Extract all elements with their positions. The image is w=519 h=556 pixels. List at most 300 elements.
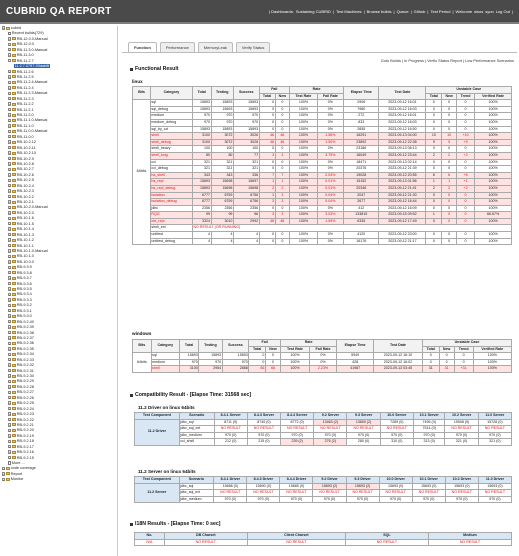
result-cell[interactable]: 15728 (0) <box>478 419 511 426</box>
category-cell[interactable]: isolation <box>150 192 192 199</box>
result-cell[interactable]: NO RESULT <box>214 426 247 433</box>
expand-icon[interactable]: + <box>9 450 11 455</box>
result-cell[interactable]: 970 (0) <box>247 496 280 503</box>
scenario-cell[interactable]: jdbc_sql_ext <box>179 426 214 433</box>
expand-icon[interactable]: + <box>9 396 11 401</box>
value-cell: 970 <box>211 119 233 126</box>
value-cell: 2023-09-12 16:10 <box>374 353 423 360</box>
expand-icon[interactable]: + <box>9 423 11 428</box>
value-cell: 100% <box>281 359 310 366</box>
result-cell[interactable]: 276 (2) <box>314 439 347 446</box>
expand-icon[interactable]: + <box>9 189 11 194</box>
sidebar-item-label: More ... <box>11 461 25 465</box>
result-cell[interactable]: 970 (0) <box>247 432 280 439</box>
value-cell: 970 <box>199 359 222 366</box>
result-cell[interactable]: 970 (0) <box>445 432 478 439</box>
table-row <box>135 432 512 439</box>
result-cell[interactable]: 970 (0) <box>445 496 478 503</box>
expand-icon[interactable]: + <box>9 455 11 460</box>
value-cell[interactable]: 23186 <box>344 146 379 153</box>
expand-icon[interactable]: + <box>9 276 11 281</box>
sidebar-item-label: RB-11.2.7 <box>16 58 34 63</box>
result-cell[interactable]: 970 (0) <box>280 496 313 503</box>
folder-icon <box>12 320 16 323</box>
value-cell: 0 <box>426 113 442 120</box>
expand-icon[interactable]: + <box>9 314 11 319</box>
result-cell[interactable]: 970 (0) <box>380 432 413 439</box>
expand-icon[interactable]: + <box>9 227 11 232</box>
top-nav-link[interactable]: Queue <box>396 9 409 14</box>
expand-icon[interactable]: + <box>9 140 11 145</box>
value-cell: 0 <box>259 100 275 107</box>
result-cell[interactable]: NO RESULT <box>247 490 280 497</box>
expand-icon[interactable]: + <box>9 42 11 47</box>
expand-icon[interactable]: + <box>9 222 11 227</box>
category-cell[interactable]: unittest_debug <box>150 238 192 245</box>
expand-icon[interactable]: + <box>9 357 11 362</box>
result-cell[interactable]: 321 (0) <box>445 439 478 446</box>
result-cell[interactable]: NO RESULT <box>347 426 380 433</box>
expand-icon[interactable]: + <box>9 75 11 80</box>
result-cell[interactable]: 8772 (0) <box>281 419 314 426</box>
expand-icon[interactable]: + <box>9 417 11 422</box>
i18n-table <box>134 532 512 546</box>
result-cell[interactable]: NO RESULT <box>445 490 478 497</box>
value-cell: 0 <box>442 166 457 173</box>
sidebar-item-label: RB-11.2.5 <box>16 74 34 79</box>
test-component-cell: 11.2 Driver <box>135 419 180 445</box>
category-cell[interactable]: shell <box>151 366 179 373</box>
value-cell: 80 <box>192 152 211 159</box>
expand-icon[interactable]: + <box>9 434 11 439</box>
value-cell[interactable]: 19028 <box>344 172 379 179</box>
expand-icon[interactable]: + <box>3 466 5 471</box>
result-cell[interactable]: 310 (0) <box>380 439 413 446</box>
result-cell[interactable]: 13800 (2) <box>347 419 380 426</box>
value-cell: 0 <box>454 353 473 360</box>
result-cell[interactable]: 280 (0) <box>347 439 380 446</box>
top-nav-link[interactable]: Log Out <box>495 9 510 14</box>
category-cell[interactable]: shell_heavy <box>150 146 192 153</box>
scenario-cell[interactable]: jdbc_medium <box>179 432 214 439</box>
result-cell[interactable]: 313 (0) <box>413 439 445 446</box>
collapse-icon[interactable]: − <box>9 58 11 63</box>
expand-icon[interactable]: + <box>9 232 11 237</box>
sidebar-item-label: RB-11.1.0 <box>16 123 34 128</box>
value-cell: 0 <box>426 100 442 107</box>
scenario-cell[interactable]: jdbc_sql <box>179 419 214 426</box>
expand-icon[interactable]: + <box>9 96 11 101</box>
top-nav-link[interactable]: Test Machines <box>335 9 362 14</box>
expand-icon[interactable]: + <box>9 216 11 221</box>
value-cell: 100% <box>475 100 512 107</box>
value-cell[interactable]: 2906 <box>344 100 379 107</box>
expand-icon[interactable]: + <box>9 319 11 324</box>
column-header: Medium <box>428 533 511 540</box>
expand-icon[interactable]: + <box>9 37 11 42</box>
folder-icon <box>12 298 16 301</box>
value-cell: 4 <box>211 232 233 239</box>
expand-icon[interactable]: + <box>9 401 11 406</box>
category-cell[interactable]: ha_shell <box>150 172 192 179</box>
expand-icon[interactable]: + <box>9 162 11 167</box>
sidebar-item-label: RB-9.2.31 <box>16 368 34 373</box>
result-cell[interactable]: 15508 (0) <box>445 419 478 426</box>
folder-icon <box>12 336 16 339</box>
expand-icon[interactable]: + <box>9 80 11 85</box>
value-cell[interactable]: 23892 <box>344 139 379 146</box>
result-cell[interactable]: NO RESULT <box>478 426 511 433</box>
column-header: Bits <box>133 340 152 353</box>
sidebar-item-label: RB-10.1.0-Manual <box>16 248 48 253</box>
result-cell[interactable]: 15685 (0) <box>280 483 313 490</box>
section-bullet-icon <box>130 68 133 71</box>
result-cell[interactable]: 970 (0) <box>214 432 247 439</box>
category-cell[interactable]: shell_long <box>150 152 192 159</box>
result-cell[interactable]: 970 (0) <box>281 432 314 439</box>
expand-icon[interactable]: + <box>9 113 11 118</box>
category-cell[interactable]: shell_debug <box>150 139 192 146</box>
result-cell[interactable]: 15693 (2) <box>313 483 346 490</box>
result-cell[interactable]: NO RESULT <box>214 490 247 497</box>
expand-icon[interactable]: + <box>9 352 11 357</box>
value-cell[interactable]: 412 <box>344 205 379 212</box>
value-cell[interactable]: 16049 <box>344 152 379 159</box>
value-cell: 15698 <box>211 179 233 186</box>
sidebar-item-label: RB-10.2.9 <box>16 156 34 161</box>
value-cell[interactable]: 133815 <box>344 212 379 219</box>
expand-icon[interactable]: + <box>9 347 11 352</box>
result-cell[interactable]: 970 (0) <box>379 496 412 503</box>
tab-memoryleak[interactable]: MemoryLeak <box>198 42 233 52</box>
result-cell[interactable]: 970 (0) <box>314 432 347 439</box>
category-cell[interactable]: unittest <box>150 232 192 239</box>
category-cell[interactable]: sql <box>151 353 179 360</box>
result-cell[interactable]: NO RESULT <box>380 426 413 433</box>
value-cell: 2023-09-12 23:44 <box>379 152 426 159</box>
folder-icon <box>12 184 16 187</box>
value-cell[interactable]: 272 <box>344 113 379 120</box>
tab-performance[interactable]: Performance <box>160 42 195 52</box>
top-nav-link[interactable]: | Dashboards: <box>268 9 294 14</box>
breadcrumb-links[interactable]: Goto Builds | In Progress | Verfiu Status Report | Low Performance Scenarios <box>380 58 514 63</box>
result-cell[interactable]: 13463 (2) <box>314 419 347 426</box>
result-cell[interactable]: NO RESULT <box>313 490 346 497</box>
result-cell[interactable]: 970 (0) <box>412 496 445 503</box>
value-cell: 970 <box>222 359 249 366</box>
category-cell[interactable]: ha_repl_debug <box>150 185 192 192</box>
category-cell[interactable]: shell_ext <box>150 225 192 232</box>
value-cell[interactable]: 16291 <box>344 133 379 140</box>
bits-cell: 64bits <box>133 353 152 373</box>
expand-icon[interactable]: + <box>9 102 11 107</box>
category-cell[interactable]: sql_by_cci <box>150 126 192 133</box>
expand-icon[interactable]: + <box>9 428 11 433</box>
result-cell: NO RESULT <box>345 539 428 546</box>
expand-icon[interactable]: + <box>9 390 11 395</box>
value-cell: 100% <box>475 146 512 153</box>
value-cell: 0 <box>426 159 442 166</box>
expand-icon[interactable]: + <box>9 298 11 303</box>
result-cell[interactable]: NO RESULT <box>445 426 478 433</box>
expand-icon[interactable]: + <box>9 48 11 53</box>
expand-icon[interactable]: + <box>9 368 11 373</box>
folder-icon <box>12 239 16 242</box>
value-cell: 0 <box>456 212 474 219</box>
scenario-cell[interactable]: jdbc_sql <box>179 483 214 490</box>
result-cell[interactable]: 7514 (0) <box>413 426 445 433</box>
expand-icon[interactable]: + <box>9 194 11 199</box>
value-cell[interactable]: 41987 <box>337 366 374 373</box>
value-cell[interactable]: 20346 <box>344 185 379 192</box>
result-cell[interactable]: 321 (0) <box>478 439 511 446</box>
result-cell[interactable]: 15688 (0) <box>214 483 247 490</box>
expand-icon[interactable]: + <box>9 341 11 346</box>
category-cell[interactable]: sql_debug <box>150 106 192 113</box>
result-cell[interactable]: 15693 (0) <box>412 483 445 490</box>
category-cell[interactable]: sql <box>150 100 192 107</box>
sidebar-item-label: RB-9.2.37 <box>16 335 34 340</box>
value-cell[interactable]: 15152 <box>344 179 379 186</box>
expand-icon[interactable]: + <box>9 363 11 368</box>
column-header: 10.2 Server <box>445 413 478 420</box>
top-nav-link[interactable]: Github <box>413 9 426 14</box>
expand-icon[interactable]: + <box>9 243 11 248</box>
result-cell[interactable]: 970 (0) <box>478 496 511 503</box>
value-cell: 4 <box>233 232 259 239</box>
category-cell[interactable]: cbr_repl <box>150 218 192 225</box>
tab-divider <box>122 52 517 53</box>
value-cell[interactable]: 6335 <box>344 218 379 225</box>
value-cell[interactable]: 2047 <box>344 192 379 199</box>
result-cell[interactable]: NO RESULT <box>478 490 511 497</box>
expand-icon[interactable]: + <box>3 472 5 477</box>
value-cell: 15893 <box>192 100 211 107</box>
result-cell[interactable]: NO RESULT <box>280 490 313 497</box>
expand-icon[interactable]: + <box>9 107 11 112</box>
category-cell[interactable]: RQG <box>150 212 192 219</box>
value-cell[interactable]: 4120 <box>344 232 379 239</box>
expand-icon[interactable]: + <box>9 249 11 254</box>
tab-function[interactable]: Function <box>128 42 157 52</box>
top-nav-link[interactable]: Test Period <box>430 9 451 14</box>
expand-icon[interactable]: + <box>9 265 11 270</box>
folder-icon <box>12 342 16 345</box>
expand-icon[interactable]: + <box>9 238 11 243</box>
value-cell: 2954 <box>199 366 222 373</box>
expand-icon[interactable]: + <box>9 439 11 444</box>
result-cell[interactable]: 8740 (0) <box>247 419 280 426</box>
expand-icon[interactable]: + <box>9 205 11 210</box>
folder-icon <box>12 114 16 117</box>
result-cell[interactable]: NO RESULT <box>346 490 379 497</box>
result-cell[interactable]: 7289 (0) <box>380 419 413 426</box>
value-cell: 100% <box>281 366 310 373</box>
category-cell[interactable]: isolation_debug <box>150 199 192 206</box>
folder-icon <box>12 211 16 214</box>
sidebar-item-label: RB-9.2.23 <box>16 412 34 417</box>
result-cell[interactable]: 212 (0) <box>214 439 247 446</box>
category-cell[interactable]: shell <box>150 133 192 140</box>
expand-icon[interactable]: + <box>9 53 11 58</box>
expand-icon[interactable]: + <box>9 292 11 297</box>
category-cell[interactable]: ha_repl <box>150 179 192 186</box>
category-cell[interactable]: medium_debug <box>150 119 192 126</box>
expand-icon[interactable]: + <box>3 26 5 31</box>
result-cell[interactable]: 970 (0) <box>347 432 380 439</box>
expand-icon[interactable]: + <box>9 156 11 161</box>
value-cell[interactable]: 833 <box>344 119 379 126</box>
value-cell[interactable]: 2677 <box>344 199 379 206</box>
table-row <box>133 106 512 113</box>
result-cell[interactable]: 970 (0) <box>214 496 247 503</box>
sidebar-item[interactable] <box>0 477 117 482</box>
expand-icon[interactable]: + <box>9 124 11 129</box>
result-cell[interactable]: 7495 (0) <box>413 419 445 426</box>
expand-icon[interactable]: + <box>9 287 11 292</box>
result-cell[interactable]: 15693 (0) <box>379 483 412 490</box>
result-cell[interactable]: 15693 (2) <box>346 483 379 490</box>
value-cell: 2023-09-12 16:03 <box>379 106 426 113</box>
category-cell[interactable]: medium <box>151 359 179 366</box>
tab-verify-status[interactable]: Verify Status <box>236 42 270 52</box>
top-nav-link[interactable]: sisos <box>474 9 484 14</box>
sidebar-tree[interactable] <box>0 26 118 556</box>
scenario-cell[interactable]: jdbc_sql_ext <box>179 490 214 497</box>
expand-icon[interactable]: + <box>9 178 11 183</box>
expand-icon[interactable]: + <box>9 183 11 188</box>
category-cell[interactable]: cci_debug <box>150 166 192 173</box>
value-cell: 0 <box>456 106 474 113</box>
table-row <box>133 100 512 107</box>
table-row <box>133 205 512 212</box>
expand-icon[interactable]: + <box>9 129 11 134</box>
result-cell[interactable]: NO RESULT <box>379 490 412 497</box>
value-cell[interactable]: 16176 <box>344 238 379 245</box>
value-cell: +9 <box>456 139 474 146</box>
expand-icon[interactable]: + <box>9 167 11 172</box>
expand-icon[interactable]: + <box>9 86 11 91</box>
category-cell[interactable]: medium <box>150 113 192 120</box>
expand-icon[interactable]: + <box>9 406 11 411</box>
expand-icon[interactable]: + <box>9 270 11 275</box>
column-header: Test Date <box>374 340 423 353</box>
expand-icon[interactable]: + <box>9 173 11 178</box>
expand-icon[interactable]: + <box>9 325 11 330</box>
table-row <box>135 483 512 490</box>
result-cell[interactable]: 215 (0) <box>247 439 280 446</box>
scenario-cell[interactable]: jdbc_medium <box>179 496 214 503</box>
folder-icon <box>12 206 16 209</box>
result-cell[interactable]: 15693 (0) <box>478 483 511 490</box>
value-cell: 970 <box>233 119 259 126</box>
category-cell[interactable]: cci <box>150 159 192 166</box>
expand-icon[interactable]: + <box>9 379 11 384</box>
expand-icon[interactable]: + <box>9 309 11 314</box>
value-cell: 970 <box>211 113 233 120</box>
expand-icon[interactable]: + <box>9 135 11 140</box>
top-nav-link[interactable]: syun <box>485 9 494 14</box>
value-cell: 0 <box>439 359 454 366</box>
expand-icon[interactable]: + <box>9 69 11 74</box>
expand-icon[interactable]: + <box>9 118 11 123</box>
value-cell: 2023-09-12 16:01 <box>379 100 426 107</box>
column-header: Fail Rate <box>309 346 336 353</box>
result-cell[interactable]: 15693 (0) <box>445 483 478 490</box>
value-cell[interactable]: 18471 <box>344 159 379 166</box>
expand-icon[interactable]: + <box>9 281 11 286</box>
column-header: Test Component <box>135 477 180 484</box>
folder-icon <box>12 48 16 51</box>
result-cell[interactable]: 970 (0) <box>413 432 445 439</box>
expand-icon[interactable]: + <box>9 330 11 335</box>
folder-icon <box>12 309 16 312</box>
value-cell[interactable]: 7980 <box>344 106 379 113</box>
expand-icon[interactable]: + <box>9 303 11 308</box>
folder-icon <box>12 130 16 133</box>
result-cell[interactable]: NO RESULT <box>247 426 280 433</box>
result-cell[interactable]: 15690 (0) <box>247 483 280 490</box>
result-cell[interactable]: 239 (2) <box>281 439 314 446</box>
no-result-cell: NO RESULT (OR RUNNING) <box>192 225 511 232</box>
scenario-cell[interactable]: cci_shell <box>179 439 214 446</box>
value-cell: 0 <box>426 232 442 239</box>
expand-icon[interactable]: + <box>9 444 11 449</box>
expand-icon[interactable]: + <box>9 145 11 150</box>
top-nav-link[interactable]: Sustaining CUBRID <box>295 9 331 14</box>
expand-icon[interactable]: + <box>9 336 11 341</box>
result-cell[interactable]: 8711 (0) <box>214 419 247 426</box>
expand-icon[interactable]: + <box>9 211 11 216</box>
expand-icon[interactable]: + <box>9 151 11 156</box>
folder-icon <box>12 190 16 193</box>
top-nav-link[interactable]: Browse builds <box>366 9 392 14</box>
folder-icon <box>12 135 16 138</box>
value-cell[interactable]: 5949 <box>337 353 374 360</box>
result-cell[interactable]: NO RESULT <box>412 490 445 497</box>
expand-icon[interactable]: + <box>3 477 5 482</box>
top-nav-link[interactable]: Welcome <box>455 9 473 14</box>
sidebar-item-label: RB-9.2.32 <box>16 363 34 368</box>
column-header: 8.4.1 Server <box>214 413 247 420</box>
expand-icon[interactable]: + <box>9 91 11 96</box>
value-cell: 0.01% <box>317 179 343 186</box>
value-cell: 100% <box>290 218 318 225</box>
result-cell[interactable]: NO RESULT <box>314 426 347 433</box>
expand-icon[interactable]: + <box>9 412 11 417</box>
value-cell[interactable]: 20376 <box>344 166 379 173</box>
result-cell[interactable]: NO RESULT <box>281 426 314 433</box>
expand-icon[interactable]: + <box>9 254 11 259</box>
value-cell[interactable]: 2655 <box>344 126 379 133</box>
column-header: DB Charset <box>164 533 247 540</box>
column-header: Success <box>222 340 249 353</box>
result-cell[interactable]: 970 (0) <box>346 496 379 503</box>
folder-icon <box>12 380 16 383</box>
sidebar-item-label: RB-11.3.0 <box>16 53 34 58</box>
value-cell: 321 <box>233 159 259 166</box>
value-cell[interactable]: 428 <box>337 359 374 366</box>
result-cell[interactable]: 970 (0) <box>478 432 511 439</box>
column-header: Client Charset <box>247 533 345 540</box>
category-cell[interactable]: jdbc <box>150 205 192 212</box>
expand-icon[interactable]: + <box>9 260 11 265</box>
expand-icon[interactable]: + <box>9 385 11 390</box>
result-cell[interactable]: 970 (0) <box>313 496 346 503</box>
expand-icon[interactable]: + <box>9 374 11 379</box>
value-cell: 6759 <box>211 192 233 199</box>
expand-icon[interactable]: + <box>9 200 11 205</box>
